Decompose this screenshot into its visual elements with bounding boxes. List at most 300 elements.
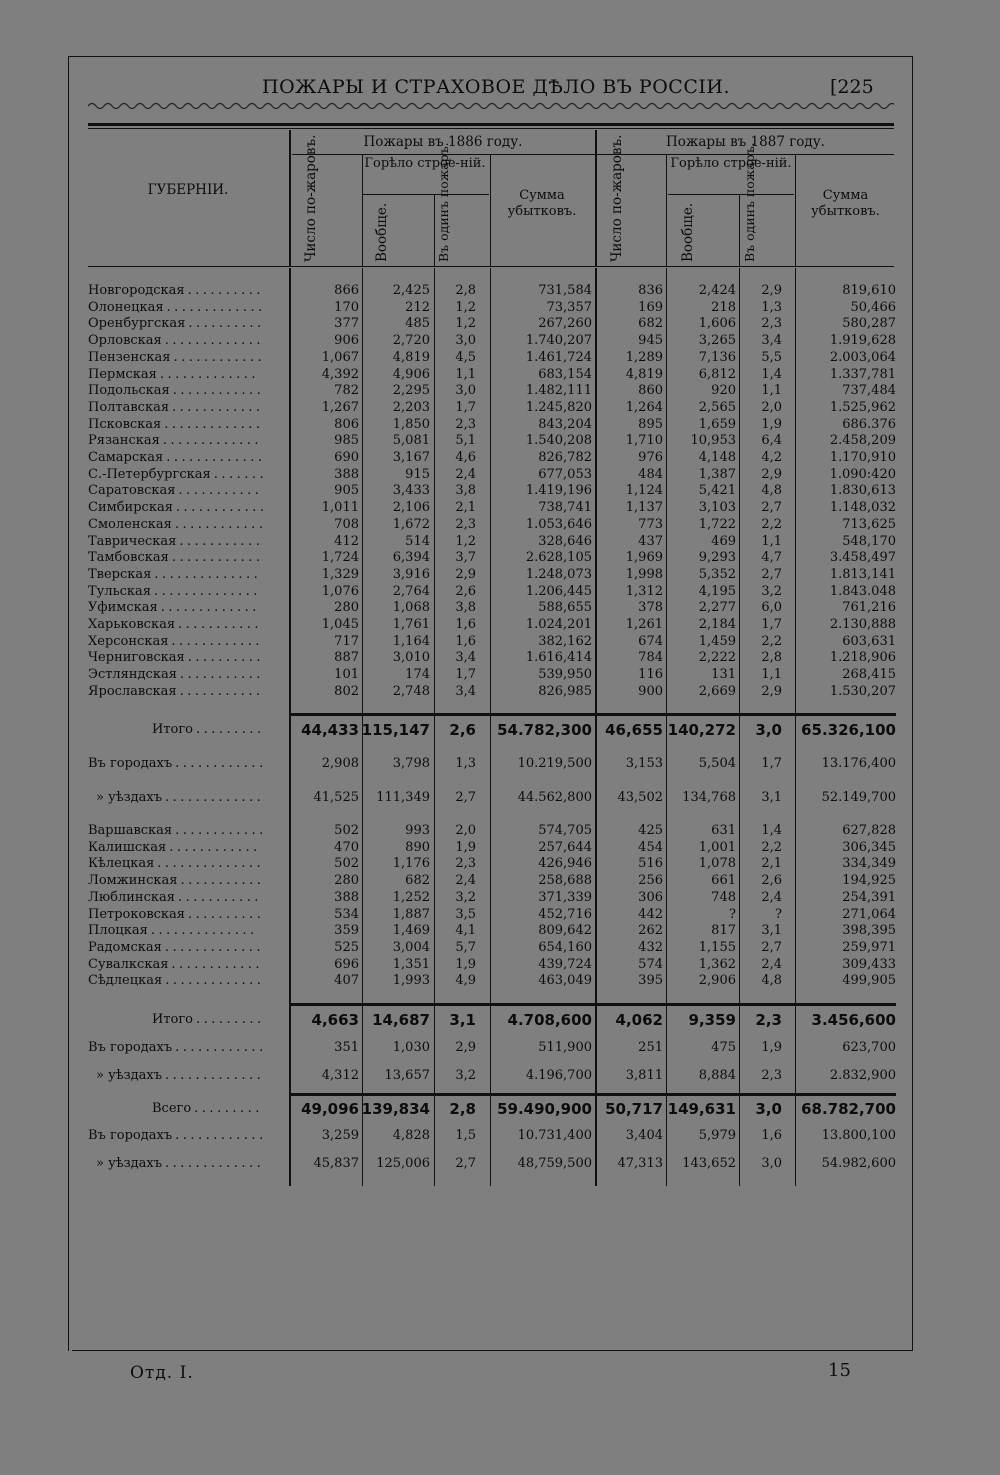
province-name: Итого xyxy=(152,1012,193,1027)
table-cell: 4,9 xyxy=(455,973,476,989)
losses-header-1886: Сумма убытковъ. xyxy=(507,188,577,219)
table-cell: 502 xyxy=(334,856,359,872)
table-cell: 257,644 xyxy=(538,839,592,855)
table-cell: 2,0 xyxy=(761,399,782,415)
table-cell: 388 xyxy=(334,889,359,905)
table-cell: 378 xyxy=(638,600,663,616)
table-cell: 50,717 xyxy=(605,1100,663,1118)
header-rule xyxy=(292,154,894,155)
table-row xyxy=(88,534,898,551)
count-header-1887: Число по-жаровъ. xyxy=(609,134,625,262)
table-cell: 2,9 xyxy=(761,283,782,298)
leader-dots: ............ xyxy=(174,516,267,532)
table-cell: 140,272 xyxy=(667,721,736,739)
province-name: Сѣдлецкая xyxy=(88,973,163,989)
table-cell: 3,153 xyxy=(625,756,663,771)
leader-dots: .......... xyxy=(188,316,265,332)
leader-dots: ............. xyxy=(160,600,260,616)
leader-dots: ............ xyxy=(175,823,267,838)
table-cell: 1.461,724 xyxy=(525,349,592,365)
table-cell: 945 xyxy=(638,333,663,349)
leader-dots: ............. xyxy=(166,299,266,315)
table-cell: 819,610 xyxy=(842,283,896,298)
table-row xyxy=(88,467,898,484)
table-cell: 1.919,628 xyxy=(829,333,896,349)
total-header-1887: Вообще. xyxy=(680,202,696,262)
table-row xyxy=(88,1156,898,1173)
table-cell: 13.176,400 xyxy=(821,756,896,771)
table-cell: 4,062 xyxy=(615,1011,663,1029)
leader-dots: ............. xyxy=(165,1156,265,1171)
table-cell: 2,7 xyxy=(455,790,476,805)
table-cell: 3,798 xyxy=(392,756,430,771)
table-cell: 1.245,820 xyxy=(525,399,592,415)
table-cell: 9,359 xyxy=(688,1011,736,1029)
table-cell: 5,7 xyxy=(455,939,476,955)
leader-dots: ........... xyxy=(178,617,263,632)
table-cell: 194,925 xyxy=(842,873,896,889)
table-cell: 258,688 xyxy=(538,873,592,889)
table-cell: 3,103 xyxy=(698,500,736,516)
table-cell: 1,137 xyxy=(625,500,663,516)
table-cell: 469 xyxy=(711,533,736,549)
table-cell: 1,164 xyxy=(392,633,430,649)
table-cell: 1,7 xyxy=(761,756,782,771)
table-cell: 2,3 xyxy=(455,416,476,432)
table-cell: 1.206,445 xyxy=(525,583,592,599)
column-divider xyxy=(795,154,796,266)
table-row xyxy=(88,667,898,684)
table-row xyxy=(88,400,898,417)
table-cell: 5,504 xyxy=(698,756,736,771)
table-cell: 54.782,300 xyxy=(497,721,592,739)
table-cell: 782 xyxy=(334,383,359,399)
table-cell: 262 xyxy=(638,923,663,939)
table-cell: 2,9 xyxy=(761,466,782,482)
table-cell: 1,068 xyxy=(392,600,430,616)
table-cell: 3,004 xyxy=(392,939,430,955)
column-divider xyxy=(289,130,291,266)
table-cell: 170 xyxy=(334,299,359,315)
table-cell: 4,2 xyxy=(761,450,782,465)
province-name: Плоцкая xyxy=(88,923,148,939)
table-row xyxy=(88,417,898,434)
table-cell: 1,969 xyxy=(625,550,663,566)
table-cell: 4,8 xyxy=(761,483,782,499)
table-row xyxy=(88,550,898,567)
page-title: ПОЖАРЫ И СТРАХОВОЕ ДѢЛО ВЪ РОССІИ. xyxy=(262,76,730,98)
table-cell: 116 xyxy=(638,667,663,683)
table-cell: 627,828 xyxy=(842,823,896,838)
table-cell: 280 xyxy=(334,873,359,889)
table-cell: 3,8 xyxy=(455,600,476,616)
table-cell: 4,828 xyxy=(392,1128,430,1143)
table-cell: 1.525,962 xyxy=(829,399,896,415)
table-cell: 784 xyxy=(638,650,663,666)
leader-dots: ........... xyxy=(177,889,262,905)
leader-dots: ............. xyxy=(165,973,265,989)
table-cell: 4,8 xyxy=(761,973,782,989)
table-cell: 1,7 xyxy=(455,667,476,683)
province-name: Варшавская xyxy=(88,823,173,838)
table-cell: 731,584 xyxy=(538,283,592,298)
table-cell: 1,1 xyxy=(761,667,782,683)
province-name: Кѣлецкая xyxy=(88,856,155,872)
table-cell: 574 xyxy=(638,956,663,972)
table-cell: 49,096 xyxy=(301,1100,359,1118)
table-cell: 5,979 xyxy=(698,1128,736,1143)
table-cell: 1,659 xyxy=(698,416,736,432)
table-cell: 1,710 xyxy=(625,433,663,449)
table-cell: 2.832,900 xyxy=(829,1068,896,1083)
table-cell: 826,985 xyxy=(538,683,592,699)
table-cell: 2,6 xyxy=(761,873,782,889)
table-cell: 2,8 xyxy=(761,650,782,666)
table-row xyxy=(88,722,898,739)
table-cell: 761,216 xyxy=(842,600,896,616)
table-cell: 442 xyxy=(638,906,663,922)
table-cell: 2,565 xyxy=(698,399,736,415)
table-cell: 2.130,888 xyxy=(829,617,896,632)
table-cell: 1.540,208 xyxy=(525,433,592,449)
table-cell: 3,8 xyxy=(455,483,476,499)
table-cell: 2.003,064 xyxy=(829,349,896,365)
leader-dots: ............ xyxy=(173,349,266,365)
header-rule xyxy=(362,194,489,195)
table-cell: 2.458,209 xyxy=(829,433,896,449)
province-name: Тульская xyxy=(88,583,152,599)
table-cell: 738,741 xyxy=(538,500,592,516)
table-cell: 915 xyxy=(405,466,430,482)
table-row xyxy=(88,617,898,634)
table-row xyxy=(88,973,898,990)
table-cell: 2,748 xyxy=(392,683,430,699)
leader-dots: ......... xyxy=(194,1101,263,1116)
table-cell: 115,147 xyxy=(361,721,430,739)
table-cell: 149,631 xyxy=(667,1100,736,1118)
table-cell: 3,2 xyxy=(455,889,476,905)
table-cell: 2,764 xyxy=(392,583,430,599)
leader-dots: .............. xyxy=(157,856,265,872)
bottom-rule xyxy=(72,1350,912,1351)
province-name: Оренбургская xyxy=(88,316,186,332)
province-name: Псковская xyxy=(88,416,162,432)
table-cell: 398,395 xyxy=(842,923,896,939)
table-cell: 802 xyxy=(334,683,359,699)
table-cell: ? xyxy=(729,906,736,922)
table-row xyxy=(88,500,898,517)
table-cell: 1,078 xyxy=(698,856,736,872)
province-name: Саратовская xyxy=(88,483,176,499)
table-cell: 2,1 xyxy=(761,856,782,872)
table-cell: 4,312 xyxy=(321,1068,359,1083)
table-cell: 4,6 xyxy=(455,450,476,465)
table-cell: 2,3 xyxy=(761,316,782,332)
table-cell: 860 xyxy=(638,383,663,399)
table-cell: 2,9 xyxy=(455,1040,476,1055)
table-cell: 48,759,500 xyxy=(517,1156,592,1171)
provinces-header: ГУБЕРНІИ. xyxy=(147,182,229,198)
table-cell: 674 xyxy=(638,633,663,649)
table-cell: 1,267 xyxy=(321,399,359,415)
table-cell: 1,6 xyxy=(761,1128,782,1143)
table-cell: 351 xyxy=(334,1040,359,1055)
table-cell: 1,387 xyxy=(698,466,736,482)
table-cell: 1,761 xyxy=(392,617,430,632)
table-cell: 2,222 xyxy=(698,650,736,666)
table-cell: 836 xyxy=(638,283,663,298)
table-cell: 2,4 xyxy=(455,873,476,889)
table-cell: 5,421 xyxy=(698,483,736,499)
total-header-1886: Вообще. xyxy=(374,202,390,262)
table-cell: 3,4 xyxy=(761,333,782,349)
table-row xyxy=(88,567,898,584)
table-cell: 5,1 xyxy=(455,433,476,449)
table-cell: 3,265 xyxy=(698,333,736,349)
table-cell: 2,7 xyxy=(761,500,782,516)
table-row xyxy=(88,650,898,667)
province-name: Въ городахъ xyxy=(88,1040,173,1055)
table-cell: 1,672 xyxy=(392,516,430,532)
leader-dots: .............. xyxy=(154,566,262,582)
column-divider xyxy=(490,154,491,266)
table-cell: 259,971 xyxy=(842,939,896,955)
table-cell: 13,657 xyxy=(384,1068,430,1083)
table-cell: 54.982,600 xyxy=(821,1156,896,1171)
table-cell: 407 xyxy=(334,973,359,989)
table-cell: 499,905 xyxy=(842,973,896,989)
table-cell: 143,652 xyxy=(682,1156,736,1171)
province-name: Черниговская xyxy=(88,650,185,666)
leader-dots: ........... xyxy=(179,683,264,699)
table-cell: 1,124 xyxy=(625,483,663,499)
table-cell: 4,819 xyxy=(625,366,663,382)
table-row xyxy=(88,840,898,857)
table-cell: 2,2 xyxy=(761,839,782,855)
table-cell: 306 xyxy=(638,889,663,905)
table-row xyxy=(88,600,898,617)
table-cell: 328,646 xyxy=(538,533,592,549)
table-cell: 267,260 xyxy=(538,316,592,332)
table-cell: 1,887 xyxy=(392,906,430,922)
table-cell: 134,768 xyxy=(682,790,736,805)
table-cell: 68.782,700 xyxy=(801,1100,896,1118)
table-cell: 377 xyxy=(334,316,359,332)
table-cell: 603,631 xyxy=(842,633,896,649)
province-name: Херсонская xyxy=(88,633,169,649)
table-cell: 254,391 xyxy=(842,889,896,905)
table-cell: 1,7 xyxy=(761,617,782,632)
province-name: Самарская xyxy=(88,450,164,465)
table-row xyxy=(88,367,898,384)
leader-dots: ........... xyxy=(180,873,265,889)
table-row xyxy=(88,940,898,957)
table-cell: 484 xyxy=(638,466,663,482)
leader-dots: ........... xyxy=(179,533,264,549)
table-cell: 737,484 xyxy=(842,383,896,399)
table-cell: 1,351 xyxy=(392,956,430,972)
table-cell: 1,9 xyxy=(761,1040,782,1055)
leader-dots: ............ xyxy=(171,633,263,649)
table-cell: 2,3 xyxy=(761,1068,782,1083)
table-cell: 3,1 xyxy=(761,923,782,939)
table-row xyxy=(88,756,898,773)
table-row xyxy=(88,584,898,601)
table-cell: 3,916 xyxy=(392,566,430,582)
table-cell: 2,2 xyxy=(761,633,782,649)
table-cell: 4,195 xyxy=(698,583,736,599)
table-cell: 2,720 xyxy=(392,333,430,349)
table-cell: 708 xyxy=(334,516,359,532)
table-cell: 2,3 xyxy=(455,856,476,872)
table-cell: 1,2 xyxy=(455,299,476,315)
leader-dots: ............. xyxy=(164,333,264,349)
subtotal-rule xyxy=(289,1003,896,1006)
leader-dots: ............ xyxy=(175,1040,267,1055)
table-cell: 43,502 xyxy=(617,790,663,805)
table-cell: 2,9 xyxy=(761,683,782,699)
table-cell: 654,160 xyxy=(538,939,592,955)
table-cell: 2,908 xyxy=(321,756,359,771)
table-cell: 2,1 xyxy=(455,500,476,516)
header-rule xyxy=(668,194,794,195)
decorative-wavy-rule xyxy=(88,100,894,112)
table-cell: 50,466 xyxy=(850,299,896,315)
leader-dots: ............ xyxy=(171,550,264,566)
table-row xyxy=(88,907,898,924)
table-cell: 900 xyxy=(638,683,663,699)
table-cell: 511,900 xyxy=(538,1040,592,1055)
table-cell: 10.219,500 xyxy=(517,756,592,771)
leader-dots: ........... xyxy=(179,667,264,683)
table-cell: 3,7 xyxy=(455,550,476,566)
table-cell: 1,155 xyxy=(698,939,736,955)
table-cell: 437 xyxy=(638,533,663,549)
table-cell: 3,433 xyxy=(392,483,430,499)
table-cell: 1,3 xyxy=(761,299,782,315)
table-cell: 5,081 xyxy=(392,433,430,449)
table-cell: 2,8 xyxy=(455,283,476,298)
leader-dots: ......... xyxy=(196,1012,265,1027)
table-cell: 1,9 xyxy=(455,956,476,972)
province-name: Рязанская xyxy=(88,433,160,449)
table-row xyxy=(88,1068,898,1085)
leader-dots: ............. xyxy=(159,366,260,382)
table-cell: 334,349 xyxy=(842,856,896,872)
province-name: Тамбовская xyxy=(88,550,169,566)
table-cell: 4,1 xyxy=(455,923,476,939)
leader-dots: ............. xyxy=(166,450,266,465)
province-name: Эстляндская xyxy=(88,667,177,683)
table-cell: 3,5 xyxy=(455,906,476,922)
table-cell: 268,415 xyxy=(842,667,896,683)
count-header-1886: Число по-жаровъ. xyxy=(303,134,319,262)
table-cell: 46,655 xyxy=(605,721,663,739)
table-cell: 1,9 xyxy=(455,839,476,855)
table-cell: 539,950 xyxy=(538,667,592,683)
table-cell: 1,1 xyxy=(761,533,782,549)
table-cell: 3.456,600 xyxy=(811,1011,896,1029)
table-row xyxy=(88,517,898,534)
table-cell: 1.090:420 xyxy=(829,466,896,482)
table-cell: 1,6 xyxy=(455,617,476,632)
table-cell: 516 xyxy=(638,856,663,872)
table-cell: 1.830,613 xyxy=(829,483,896,499)
table-cell: 2,203 xyxy=(392,399,430,415)
table-cell: 306,345 xyxy=(842,839,896,855)
leader-dots: ............. xyxy=(162,433,263,449)
table-cell: 1.740,207 xyxy=(525,333,592,349)
table-cell: 1,312 xyxy=(625,583,663,599)
table-cell: 548,170 xyxy=(842,533,896,549)
table-cell: 1.170,910 xyxy=(829,450,896,465)
table-cell: 826,782 xyxy=(538,450,592,465)
table-cell: 1,362 xyxy=(698,956,736,972)
table-cell: 2,9 xyxy=(455,566,476,582)
table-cell: 47,313 xyxy=(617,1156,663,1171)
table-cell: 452,716 xyxy=(538,906,592,922)
table-cell: 806 xyxy=(334,416,359,432)
table-cell: 2,7 xyxy=(455,1156,476,1171)
table-cell: 10.731,400 xyxy=(517,1128,592,1143)
table-cell: 623,700 xyxy=(842,1040,896,1055)
table-cell: 887 xyxy=(334,650,359,666)
table-cell: 131 xyxy=(711,667,736,683)
table-cell: 41,525 xyxy=(313,790,359,805)
table-cell: 1,1 xyxy=(455,366,476,382)
table-cell: 9,293 xyxy=(698,550,736,566)
table-row xyxy=(88,483,898,500)
table-cell: 1,045 xyxy=(321,617,359,632)
table-cell: 1.337,781 xyxy=(829,366,896,382)
table-cell: 3,404 xyxy=(625,1128,663,1143)
province-name: Орловская xyxy=(88,333,162,349)
table-row xyxy=(88,1128,898,1145)
table-cell: 631 xyxy=(711,823,736,838)
table-cell: 4,392 xyxy=(321,366,359,382)
table-cell: 1,030 xyxy=(392,1040,430,1055)
table-cell: 44.562,800 xyxy=(517,790,592,805)
table-cell: 3,0 xyxy=(455,383,476,399)
table-row xyxy=(88,1101,898,1118)
table-row xyxy=(88,856,898,873)
table-cell: 2,184 xyxy=(698,617,736,632)
table-cell: 4.708,600 xyxy=(507,1011,592,1029)
table-cell: 59.490,900 xyxy=(497,1100,592,1118)
table-cell: 1.248,073 xyxy=(525,566,592,582)
table-cell: 717 xyxy=(334,633,359,649)
table-cell: 1,076 xyxy=(321,583,359,599)
table-cell: 139,834 xyxy=(361,1100,430,1118)
table-cell: 3,0 xyxy=(455,333,476,349)
table-cell: 2,4 xyxy=(761,956,782,972)
table-row xyxy=(88,300,898,317)
footer-section: Отд. I. xyxy=(130,1363,194,1383)
table-cell: 2,7 xyxy=(761,566,782,582)
burned-header-1886: Горѣло строе-ній. xyxy=(364,156,486,171)
table-cell: 52.149,700 xyxy=(821,790,896,805)
table-cell: 1,998 xyxy=(625,566,663,582)
table-cell: 1,289 xyxy=(625,349,663,365)
table-cell: 44,433 xyxy=(301,721,359,739)
table-cell: 1,329 xyxy=(321,566,359,582)
province-name: Новгородская xyxy=(88,283,185,298)
table-cell: 1,1 xyxy=(761,383,782,399)
province-name: С.-Петербургская xyxy=(88,466,211,482)
table-row xyxy=(88,823,898,840)
table-row xyxy=(88,957,898,974)
table-cell: 677,053 xyxy=(538,466,592,482)
